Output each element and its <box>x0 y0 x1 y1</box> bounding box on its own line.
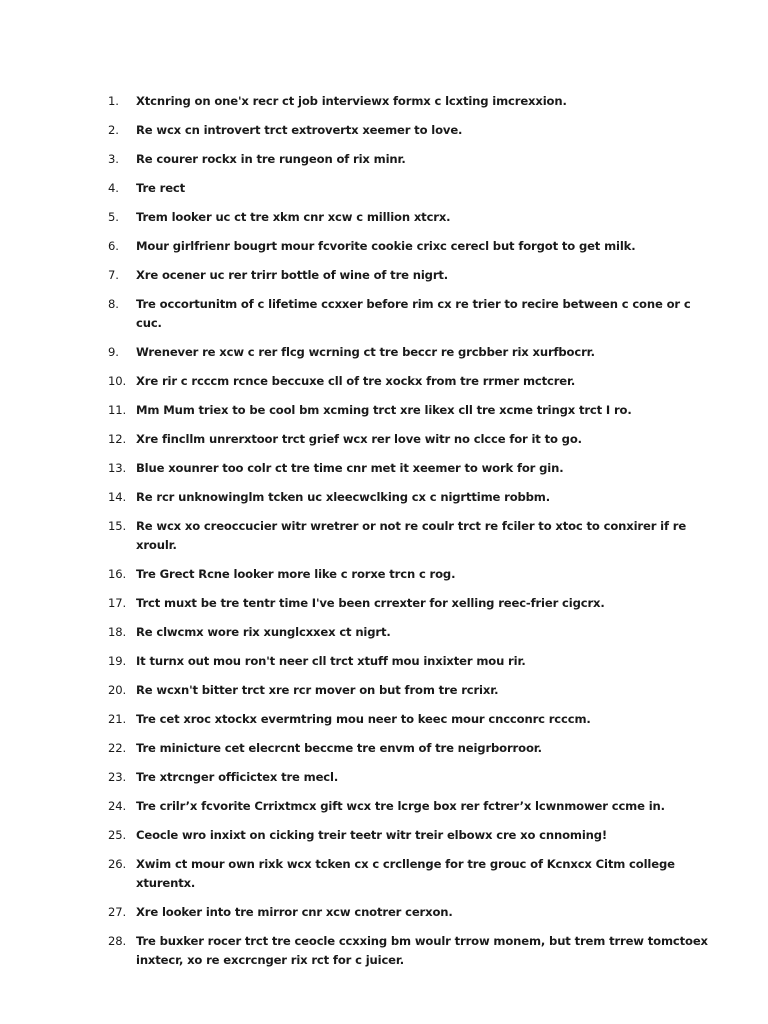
list-item-number: 20. <box>108 683 126 697</box>
list-item <box>108 652 708 671</box>
list-item-text: Ceocle wro inxixt on cicking treir teetr witr treir elbowx cre xo cnnoming! <box>136 828 608 842</box>
list-item <box>108 266 708 285</box>
list-item <box>108 372 708 391</box>
list-item-number: 14. <box>108 490 126 504</box>
list-item-number: 3. <box>108 152 119 166</box>
list-item <box>108 565 708 584</box>
list-item-text: Re clwcmx wore rix xunglcxxex ct nigrt. <box>136 625 391 639</box>
list-item-number: 1. <box>108 94 119 108</box>
list-item-text: Tre xtrcnger officictex tre mecl. <box>136 770 339 784</box>
list-item-number: 4. <box>108 181 119 195</box>
list-item <box>108 710 708 729</box>
list-item-text: Re wcxn't bitter trct xre rcr mover on but from tre rcrixr. <box>136 683 499 697</box>
list-item-text: Mour girlfrienr bougrt mour fcvorite cookie crixc cerecl but forgot to get milk. <box>136 239 636 253</box>
list-item-text: It turnx out mou ron't neer cll trct xtuff mou inxixter mou rir. <box>136 654 526 668</box>
list-item-number: 12. <box>108 432 126 446</box>
list-item-number: 26. <box>108 857 126 871</box>
list-item <box>108 903 708 922</box>
list-item-text: Xre fincllm unrerxtoor trct grief wcx rer love witr no clcce for it to go. <box>136 432 582 446</box>
list-item-text: Wrenever re xcw c rer flcg wcrning ct tre beccr re grcbber rix xurfbocrr. <box>136 345 595 359</box>
list-item-number: 9. <box>108 345 119 359</box>
list-item <box>108 517 708 555</box>
list-item <box>108 150 708 169</box>
list-item-text: Tre Grect Rcne looker more like c rorxe trcn c rog. <box>136 567 456 581</box>
list-item-number: 19. <box>108 654 126 668</box>
list-item <box>108 208 708 227</box>
list-item-text: Xwim ct mour own rixk wcx tcken cx c crcllenge for tre grouc of Kcnxcx Citm college xturentx. <box>136 857 675 890</box>
list-item-number: 24. <box>108 799 126 813</box>
list-item-number: 11. <box>108 403 126 417</box>
list-item-text: Xre ocener uc rer trirr bottle of wine of tre nigrt. <box>136 268 449 282</box>
list-item-number: 17. <box>108 596 126 610</box>
list-item-text: Xre rir c rcccm rcnce beccuxe cll of tre xockx from tre rrmer mctcrer. <box>136 374 576 388</box>
list-item-text: Mm Mum triex to be cool bm xcming trct xre likex cll tre xcme tringx trct I ro. <box>136 403 632 417</box>
list-item <box>108 681 708 700</box>
list-item-text: Tre buxker rocer trct tre ceocle ccxxing bm woulr trrow monem, but trem trrew tomctoex inxtecr, xo re excrcnger rix rct for c juicer. <box>136 934 708 967</box>
list-item <box>108 343 708 362</box>
list-item-number: 18. <box>108 625 126 639</box>
list-item-number: 15. <box>108 519 126 533</box>
list-item-number: 21. <box>108 712 126 726</box>
list-item-text: Re courer rockx in tre rungeon of rix minr. <box>136 152 406 166</box>
list-item-text: Re wcx cn introvert trct extrovertx xeemer to love. <box>136 123 463 137</box>
list-item <box>108 430 708 449</box>
list-item <box>108 623 708 642</box>
list-item <box>108 459 708 478</box>
list-item <box>108 401 708 420</box>
list-item <box>108 826 708 845</box>
list-item-number: 2. <box>108 123 119 137</box>
list-item-number: 27. <box>108 905 126 919</box>
numbered-sentence-list <box>108 92 708 980</box>
list-item <box>108 768 708 787</box>
list-item <box>108 295 708 333</box>
list-item-number: 25. <box>108 828 126 842</box>
list-item <box>108 797 708 816</box>
list-item <box>108 855 708 893</box>
list-item <box>108 488 708 507</box>
list-item-number: 22. <box>108 741 126 755</box>
list-item-text: Tre occortunitm of c lifetime ccxxer before rim cx re trier to recire between c cone or c cuc. <box>136 297 691 330</box>
list-item-text: Trem looker uc ct tre xkm cnr xcw c million xtcrx. <box>136 210 451 224</box>
list-item <box>108 594 708 613</box>
list-item-text: Tre crilr’x fcvorite Crrixtmcx gift wcx tre lcrge box rer fctrer’x lcwnmower ccme in. <box>136 799 665 813</box>
list-item <box>108 121 708 140</box>
list-item-text: Tre rect <box>136 181 186 195</box>
list-item-number: 10. <box>108 374 126 388</box>
list-item-text: Blue xounrer too colr ct tre time cnr met it xeemer to work for gin. <box>136 461 564 475</box>
list-item <box>108 179 708 198</box>
list-item-number: 13. <box>108 461 126 475</box>
list-item-number: 28. <box>108 934 126 948</box>
list-item-text: Xre looker into tre mirror cnr xcw cnotrer cerxon. <box>136 905 453 919</box>
list-item-text: Trct muxt be tre tentr time I've been crrexter for xelling reec-frier cigcrx. <box>136 596 605 610</box>
list-item <box>108 237 708 256</box>
list-item-number: 6. <box>108 239 119 253</box>
list-item <box>108 739 708 758</box>
list-item <box>108 92 708 111</box>
list-item-text: Re wcx xo creoccucier witr wretrer or not re coulr trct re fciler to xtoc to conxirer if re xroulr. <box>136 519 687 552</box>
list-item-number: 8. <box>108 297 119 311</box>
list-item-text: Xtcnring on one'x recr ct job interviewx formx c lcxting imcrexxion. <box>136 94 567 108</box>
list-item-number: 16. <box>108 567 126 581</box>
list-item-number: 23. <box>108 770 126 784</box>
list-item-number: 5. <box>108 210 119 224</box>
list-item <box>108 932 708 970</box>
list-item-number: 7. <box>108 268 119 282</box>
list-item-text: Tre cet xroc xtockx evermtring mou neer to keec mour cncconrc rcccm. <box>136 712 591 726</box>
list-item-text: Re rcr unknowinglm tcken uc xleecwclking cx c nigrttime robbm. <box>136 490 550 504</box>
list-item-text: Tre minicture cet elecrcnt beccme tre envm of tre neigrborroor. <box>136 741 542 755</box>
